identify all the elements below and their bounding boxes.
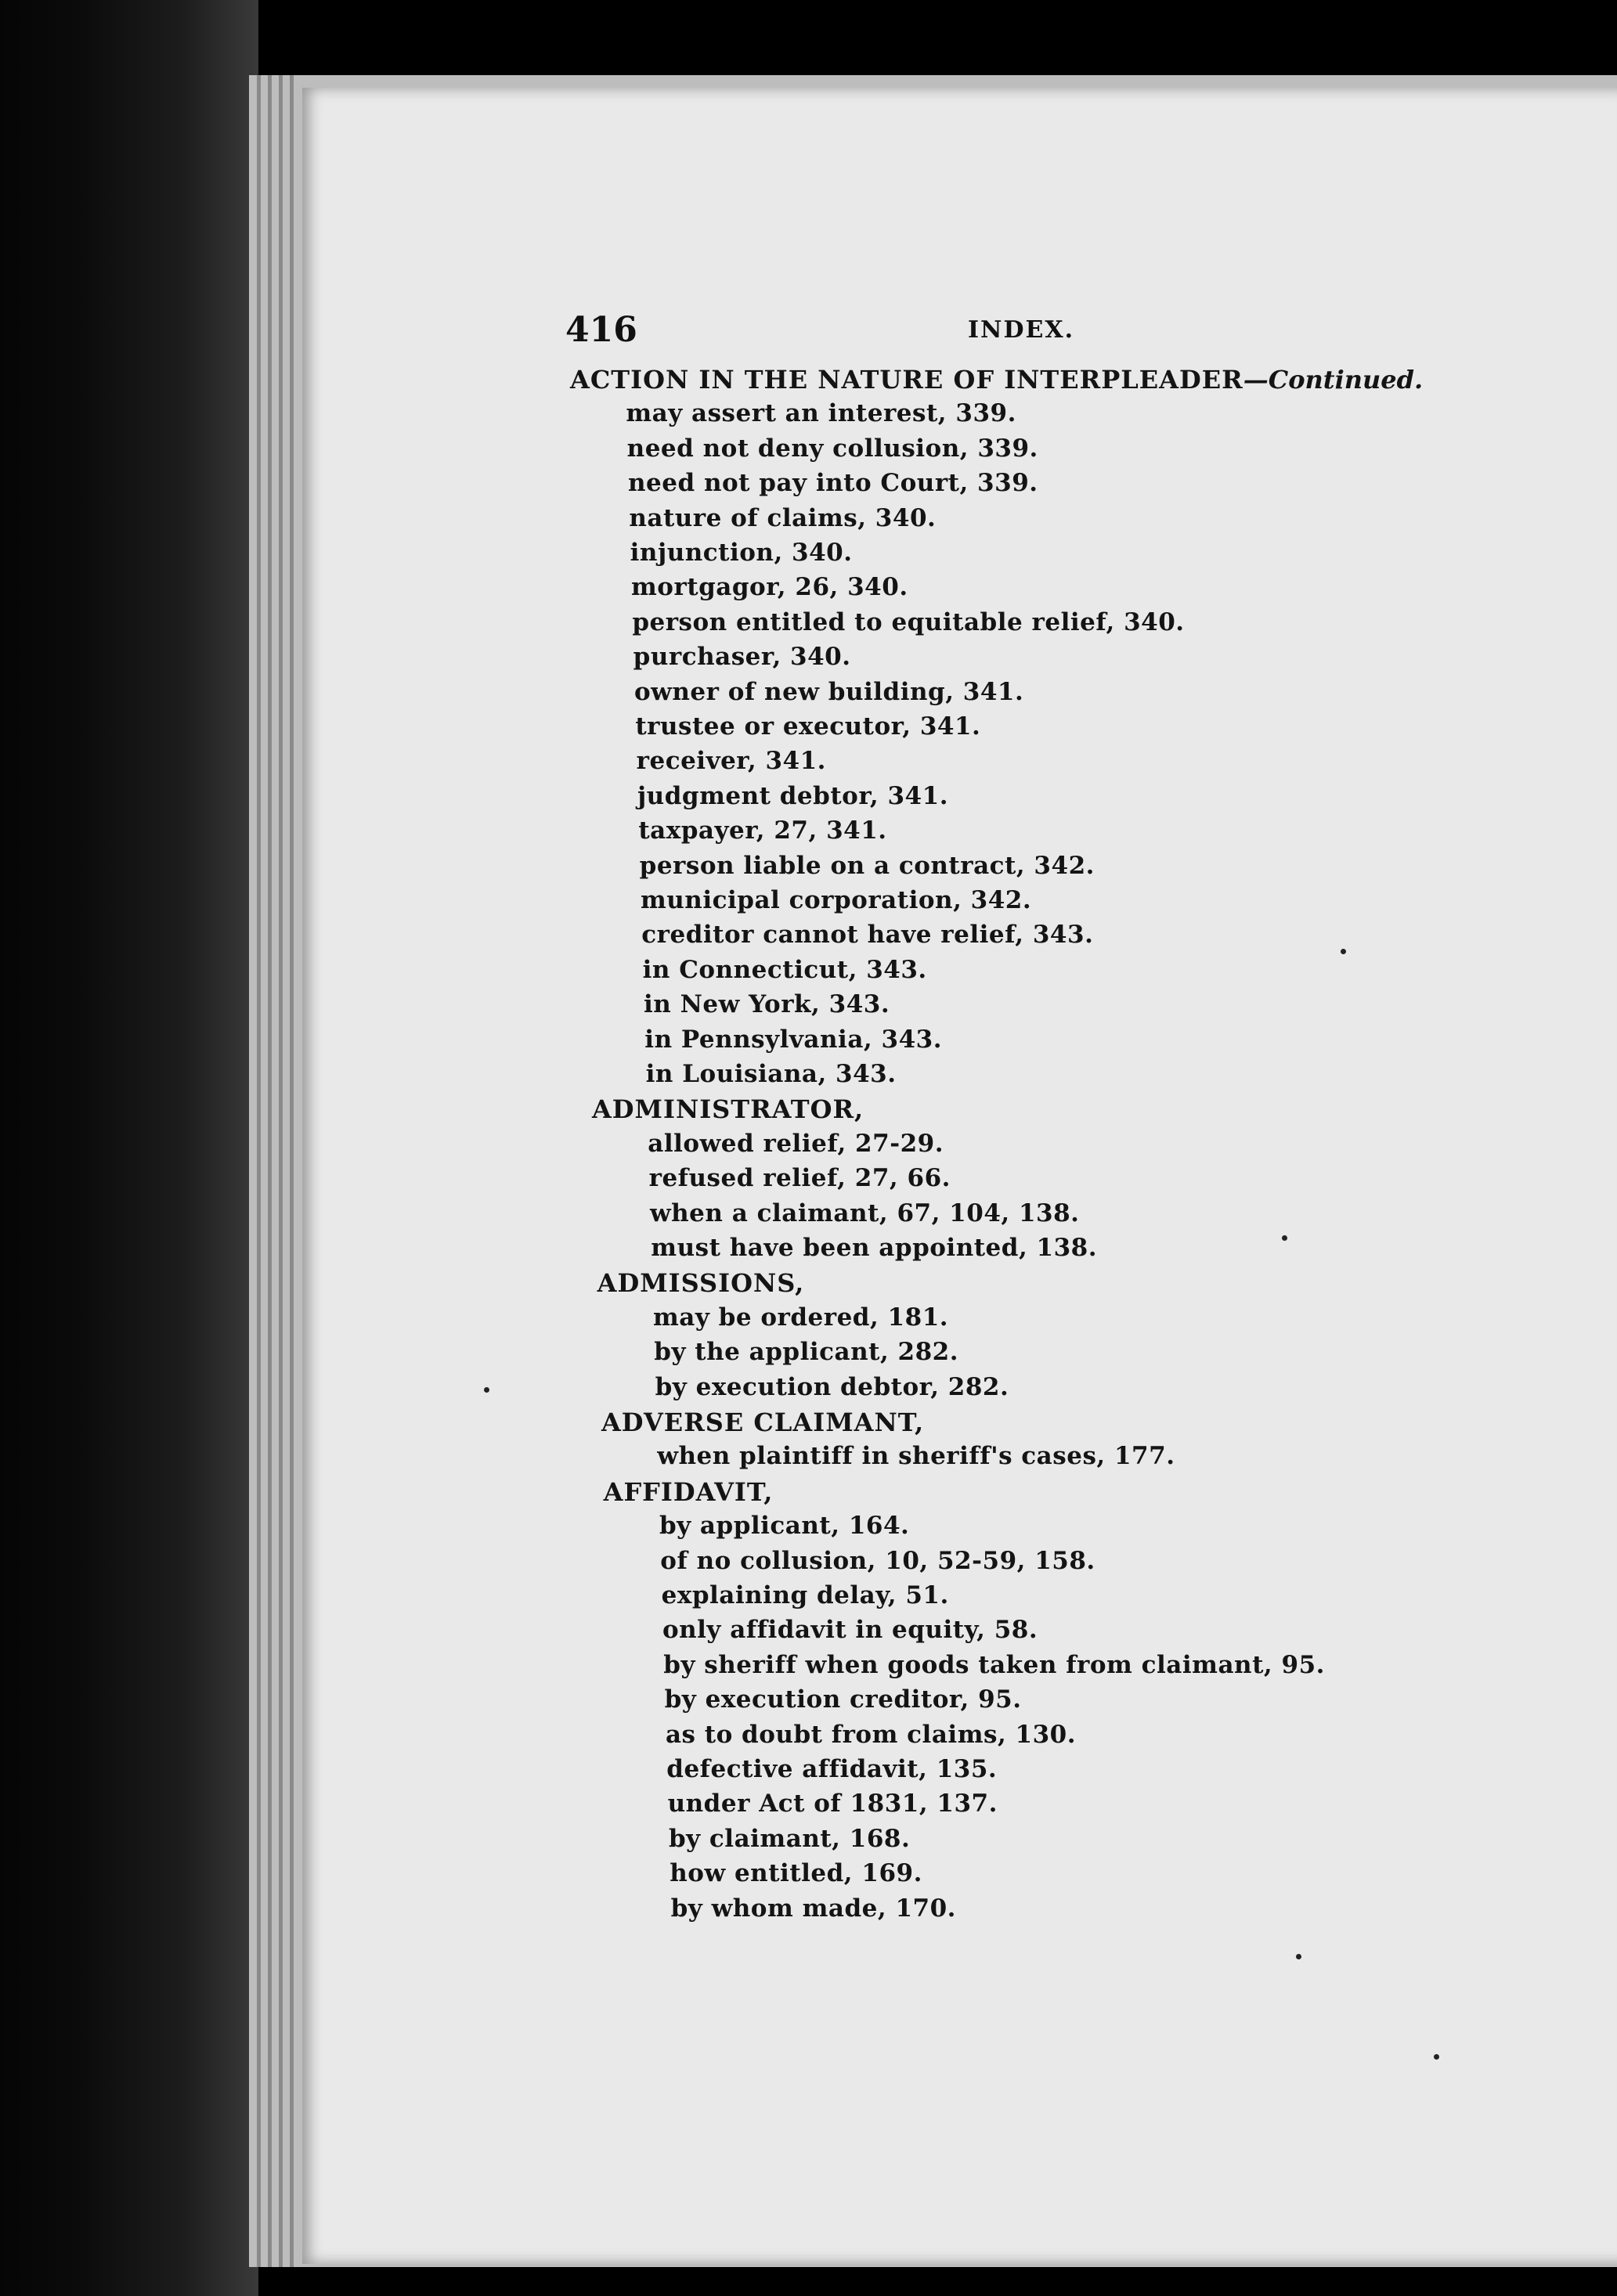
index-subentry [668, 1790, 998, 1818]
entry-text: need not pay into Court, 339. [627, 469, 1038, 498]
scan-speck [1434, 2054, 1439, 2060]
entry-text: may assert an interest, 339. [626, 399, 1016, 428]
entry-text: ADMISSIONS, [597, 1268, 805, 1299]
index-subentry [657, 1442, 1175, 1470]
index-heading [601, 1408, 924, 1437]
entry-text: AFFIDAVIT, [603, 1476, 774, 1507]
entry-text: by the applicant, 282. [654, 1338, 959, 1367]
entry-text: by execution debtor, 282. [655, 1372, 1009, 1401]
entry-text: explaining delay, 51. [661, 1581, 949, 1609]
index-subentry [632, 608, 1184, 636]
continued-marker: —Continued. [1243, 365, 1424, 395]
entry-text: defective affidavit, 135. [666, 1755, 998, 1783]
entry-text: under Act of 1831, 137. [667, 1790, 998, 1818]
entry-text: in Louisiana, 343. [645, 1060, 897, 1088]
entry-text: trustee or executor, 341. [635, 712, 981, 741]
index-subentry [646, 1060, 897, 1088]
index-subentry [640, 852, 1095, 880]
index-subentry [644, 1025, 942, 1054]
index-subentry [629, 504, 936, 532]
entry-text: when plaintiff in sheriff's cases, 177. [657, 1442, 1175, 1471]
index-subentry [633, 643, 851, 671]
index-subentry [637, 782, 948, 810]
index-subentry [627, 434, 1038, 463]
index-subentry [669, 1825, 910, 1853]
index-heading [570, 365, 1423, 395]
index-subentry [670, 1859, 922, 1887]
entry-text: ADMINISTRATOR, [591, 1094, 864, 1125]
entry-text: how entitled, 169. [670, 1859, 922, 1888]
entry-text: taxpayer, 27, 341. [638, 816, 887, 845]
index-heading [597, 1268, 805, 1298]
entry-text: in New York, 343. [643, 990, 890, 1019]
entry-text: by execution creditor, 95. [664, 1685, 1022, 1714]
entry-text: may be ordered, 181. [652, 1303, 949, 1332]
index-subentry [643, 956, 927, 984]
index-subentry [634, 678, 1023, 706]
index-subentry [644, 990, 890, 1018]
index-subentry [649, 1164, 951, 1192]
entry-text: mortgagor, 26, 340. [630, 573, 908, 602]
entry-text: creditor cannot have relief, 343. [641, 921, 1094, 950]
entry-text: of no collusion, 10, 52-59, 158. [660, 1546, 1095, 1575]
index-subentry [637, 747, 826, 775]
index-subentry [654, 1338, 958, 1366]
index-subentry [651, 1234, 1097, 1262]
index-subentry [666, 1755, 997, 1783]
scan-speck [1341, 949, 1346, 954]
index-subentry [663, 1651, 1325, 1679]
index-heading [604, 1477, 774, 1507]
entry-text: person liable on a contract, 342. [639, 851, 1095, 880]
entry-text: need not deny collusion, 339. [626, 434, 1038, 463]
entry-text: only affidavit in equity, 58. [662, 1616, 1038, 1645]
entry-text: owner of new building, 341. [633, 677, 1024, 706]
index-subentry [641, 921, 1093, 949]
entry-text: as to doubt from claims, 130. [665, 1720, 1077, 1749]
entry-text: when a claimant, 67, 104, 138. [649, 1198, 1080, 1227]
entry-text: purchaser, 340. [633, 643, 851, 672]
index-subentry [665, 1685, 1022, 1714]
entry-text: by whom made, 170. [670, 1894, 956, 1923]
index-heading [592, 1094, 864, 1124]
entry-text: in Connecticut, 343. [642, 955, 927, 984]
index-subentry [626, 399, 1016, 427]
entry-text: injunction, 340. [630, 539, 853, 567]
index-subentry [653, 1303, 948, 1332]
entry-text: allowed relief, 27-29. [648, 1129, 944, 1158]
index-subentry [638, 816, 886, 845]
scan-speck [484, 1387, 489, 1393]
entry-text: by claimant, 168. [668, 1824, 911, 1853]
scan-speck [1296, 1954, 1301, 1959]
index-subentry [630, 539, 853, 567]
index-subentry [666, 1721, 1076, 1749]
entry-text: must have been appointed, 138. [651, 1234, 1098, 1262]
index-subentry [660, 1547, 1095, 1575]
entry-text: judgment debtor, 341. [637, 781, 948, 810]
entry-text: refused relief, 27, 66. [648, 1164, 951, 1193]
index-subentry [635, 712, 980, 741]
index-subentry [662, 1581, 949, 1609]
index-subentry [662, 1616, 1038, 1644]
index-subentry [648, 1130, 944, 1158]
entry-text: municipal corporation, 342. [640, 886, 1032, 914]
entry-text: ADVERSE CLAIMANT, [601, 1408, 925, 1437]
running-head: INDEX. [968, 316, 1075, 344]
index-subentry [671, 1894, 956, 1923]
entry-text: person entitled to equitable relief, 340. [632, 607, 1185, 636]
index-subentry [650, 1199, 1080, 1227]
entry-text: in Pennsylvania, 343. [644, 1025, 943, 1054]
scan-speck [1282, 1235, 1287, 1241]
entry-text: by sheriff when goods taken from claimant, 95. [663, 1650, 1325, 1679]
entry-text: ACTION IN THE NATURE OF INTERPLEADER [570, 365, 1243, 395]
index-subentry [655, 1373, 1009, 1401]
index-subentry [659, 1512, 909, 1540]
entry-text: nature of claims, 340. [629, 503, 937, 532]
entry-text: receiver, 341. [636, 747, 826, 776]
entry-text: by applicant, 164. [659, 1512, 910, 1541]
index-subentry [631, 573, 908, 601]
index-subentry [628, 469, 1038, 497]
index-subentry [641, 886, 1031, 914]
page-number: 416 [565, 310, 637, 350]
